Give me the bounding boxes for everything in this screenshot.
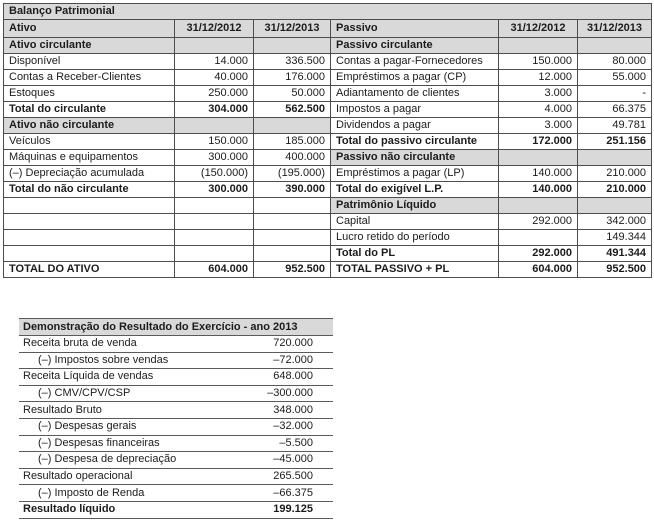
passivo-2013-cell: 342.000 [578, 214, 652, 230]
column-header-ativo-2012: 31/12/2012 [175, 20, 254, 38]
ativo-label-cell [4, 246, 175, 262]
passivo-label-cell: Passivo circulante [331, 38, 499, 54]
passivo-2012-cell: 604.000 [499, 262, 578, 278]
balance-sheet-table [3, 3, 652, 278]
ativo-2012-cell: 300.000 [175, 150, 254, 166]
passivo-label-cell: Lucro retido do período [331, 230, 499, 246]
passivo-2013-cell: 80.000 [578, 54, 652, 70]
ativo-label-cell [4, 214, 175, 230]
dre-label-cell: (–) Despesa de depreciação [19, 452, 245, 469]
ativo-2013-cell: 185.000 [254, 134, 331, 150]
ativo-2013-cell [254, 230, 331, 246]
passivo-2012-cell: 4.000 [499, 102, 578, 118]
balance-sheet-header-row [4, 20, 652, 38]
column-header-ativo: Ativo [4, 20, 175, 38]
passivo-2012-cell: 150.000 [499, 54, 578, 70]
balance-sheet-row [4, 118, 652, 134]
income-statement-row [19, 435, 333, 452]
passivo-label-cell: Capital [331, 214, 499, 230]
ativo-2013-cell [254, 38, 331, 54]
income-statement-row [19, 418, 333, 435]
dre-label-cell: (–) Despesas gerais [19, 418, 245, 435]
passivo-label-cell: Empréstimos a pagar (LP) [331, 166, 499, 182]
passivo-2013-cell: 66.375 [578, 102, 652, 118]
income-statement-row [19, 452, 333, 469]
column-header-passivo-2013: 31/12/2013 [578, 20, 652, 38]
income-statement-title: Demonstração do Resultado do Exercício - ano 2013 [19, 319, 333, 336]
balance-sheet-row [4, 214, 652, 230]
passivo-2013-cell: 49.781 [578, 118, 652, 134]
dre-value-cell: 348.000 [245, 402, 333, 419]
ativo-2013-cell: 562.500 [254, 102, 331, 118]
ativo-label-cell: Máquinas e equipamentos [4, 150, 175, 166]
dre-value-cell: –45.000 [245, 452, 333, 469]
income-statement-table [19, 318, 333, 519]
ativo-2013-cell: 336.500 [254, 54, 331, 70]
balance-sheet-row [4, 134, 652, 150]
passivo-2012-cell: 292.000 [499, 214, 578, 230]
balance-sheet-row [4, 38, 652, 54]
income-statement-row [19, 369, 333, 386]
ativo-2013-cell: 952.500 [254, 262, 331, 278]
passivo-label-cell: Adiantamento de clientes [331, 86, 499, 102]
passivo-2013-cell: 491.344 [578, 246, 652, 262]
ativo-2012-cell [175, 246, 254, 262]
passivo-label-cell: Contas a pagar-Fornecedores [331, 54, 499, 70]
ativo-2012-cell [175, 118, 254, 134]
passivo-2012-cell: 292.000 [499, 246, 578, 262]
dre-label-cell: Receita bruta de venda [19, 336, 245, 353]
dre-value-cell: –32.000 [245, 418, 333, 435]
passivo-label-cell: Dividendos a pagar [331, 118, 499, 134]
ativo-2013-cell [254, 214, 331, 230]
ativo-label-cell [4, 230, 175, 246]
ativo-2013-cell [254, 246, 331, 262]
ativo-label-cell: Estoques [4, 86, 175, 102]
income-statement-row [19, 402, 333, 419]
balance-sheet-row [4, 86, 652, 102]
ativo-2013-cell: 50.000 [254, 86, 331, 102]
ativo-2012-cell: 250.000 [175, 86, 254, 102]
dre-value-cell: 720.000 [245, 336, 333, 353]
balance-sheet-row [4, 230, 652, 246]
ativo-2012-cell: (150.000) [175, 166, 254, 182]
dre-label-cell: (–) Despesas financeiras [19, 435, 245, 452]
dre-label-cell: (–) Impostos sobre vendas [19, 352, 245, 369]
passivo-label-cell: TOTAL PASSIVO + PL [331, 262, 499, 278]
dre-label-cell: Resultado Bruto [19, 402, 245, 419]
balance-sheet-row [4, 262, 652, 278]
ativo-label-cell: (–) Depreciação acumulada [4, 166, 175, 182]
dre-value-cell: 648.000 [245, 369, 333, 386]
ativo-2013-cell: 176.000 [254, 70, 331, 86]
passivo-label-cell: Empréstimos a pagar (CP) [331, 70, 499, 86]
ativo-2012-cell [175, 230, 254, 246]
balance-sheet-row [4, 166, 652, 182]
passivo-2012-cell: 3.000 [499, 118, 578, 134]
ativo-2012-cell: 604.000 [175, 262, 254, 278]
passivo-2013-cell: 210.000 [578, 182, 652, 198]
ativo-label-cell: Total do não circulante [4, 182, 175, 198]
ativo-2013-cell: 390.000 [254, 182, 331, 198]
ativo-2013-cell [254, 118, 331, 134]
passivo-label-cell: Total do passivo circulante [331, 134, 499, 150]
dre-label-cell: Receita Líquida de vendas [19, 369, 245, 386]
ativo-2012-cell [175, 214, 254, 230]
ativo-2012-cell: 300.000 [175, 182, 254, 198]
column-header-passivo-2012: 31/12/2012 [499, 20, 578, 38]
dre-value-cell: –300.000 [245, 385, 333, 402]
ativo-2013-cell [254, 198, 331, 214]
dre-label-cell: Resultado líquido [19, 501, 245, 518]
passivo-2012-cell: 172.000 [499, 134, 578, 150]
passivo-2013-cell [578, 150, 652, 166]
dre-value-cell: –66.375 [245, 485, 333, 502]
passivo-2013-cell: - [578, 86, 652, 102]
passivo-label-cell: Patrimônio Líquido [331, 198, 499, 214]
passivo-label-cell: Impostos a pagar [331, 102, 499, 118]
balance-sheet-row [4, 150, 652, 166]
ativo-2012-cell: 40.000 [175, 70, 254, 86]
balance-sheet-row [4, 54, 652, 70]
passivo-2012-cell: 140.000 [499, 182, 578, 198]
passivo-2012-cell [499, 198, 578, 214]
ativo-2012-cell: 150.000 [175, 134, 254, 150]
ativo-label-cell: Total do circulante [4, 102, 175, 118]
passivo-2013-cell [578, 38, 652, 54]
ativo-label-cell: Disponível [4, 54, 175, 70]
balance-sheet-title-row [4, 4, 652, 20]
ativo-2012-cell [175, 38, 254, 54]
ativo-label-cell: Ativo circulante [4, 38, 175, 54]
income-statement-title-row [19, 319, 333, 336]
dre-value-cell: 265.500 [245, 468, 333, 485]
passivo-2012-cell: 3.000 [499, 86, 578, 102]
passivo-2012-cell [499, 150, 578, 166]
income-statement-row [19, 385, 333, 402]
dre-value-cell: –5.500 [245, 435, 333, 452]
dre-label-cell: (–) Imposto de Renda [19, 485, 245, 502]
passivo-2013-cell: 952.500 [578, 262, 652, 278]
balance-sheet-row [4, 198, 652, 214]
ativo-label-cell: TOTAL DO ATIVO [4, 262, 175, 278]
column-header-ativo-2013: 31/12/2013 [254, 20, 331, 38]
passivo-label-cell: Total do exigível L.P. [331, 182, 499, 198]
passivo-2013-cell: 210.000 [578, 166, 652, 182]
income-statement-row [19, 352, 333, 369]
column-header-passivo: Passivo [331, 20, 499, 38]
income-statement-row [19, 485, 333, 502]
ativo-label-cell [4, 198, 175, 214]
balance-sheet-row [4, 102, 652, 118]
passivo-2013-cell: 251.156 [578, 134, 652, 150]
passivo-2012-cell [499, 38, 578, 54]
passivo-2012-cell: 140.000 [499, 166, 578, 182]
ativo-2013-cell: (195.000) [254, 166, 331, 182]
passivo-2013-cell: 55.000 [578, 70, 652, 86]
ativo-label-cell: Contas a Receber-Clientes [4, 70, 175, 86]
dre-value-cell: 199.125 [245, 501, 333, 518]
dre-label-cell: (–) CMV/CPV/CSP [19, 385, 245, 402]
income-statement-row [19, 336, 333, 353]
balance-sheet-row [4, 246, 652, 262]
ativo-2013-cell: 400.000 [254, 150, 331, 166]
ativo-2012-cell: 304.000 [175, 102, 254, 118]
passivo-2013-cell [578, 198, 652, 214]
income-statement-row [19, 468, 333, 485]
balance-sheet-title: Balanço Patrimonial [4, 4, 652, 20]
ativo-label-cell: Veículos [4, 134, 175, 150]
passivo-2012-cell: 12.000 [499, 70, 578, 86]
passivo-label-cell: Passivo não circulante [331, 150, 499, 166]
dre-label-cell: Resultado operacional [19, 468, 245, 485]
dre-value-cell: –72.000 [245, 352, 333, 369]
ativo-2012-cell [175, 198, 254, 214]
balance-sheet-row [4, 70, 652, 86]
income-statement-row [19, 501, 333, 518]
passivo-2012-cell [499, 230, 578, 246]
ativo-2012-cell: 14.000 [175, 54, 254, 70]
ativo-label-cell: Ativo não circulante [4, 118, 175, 134]
passivo-2013-cell: 149.344 [578, 230, 652, 246]
passivo-label-cell: Total do PL [331, 246, 499, 262]
balance-sheet-row [4, 182, 652, 198]
